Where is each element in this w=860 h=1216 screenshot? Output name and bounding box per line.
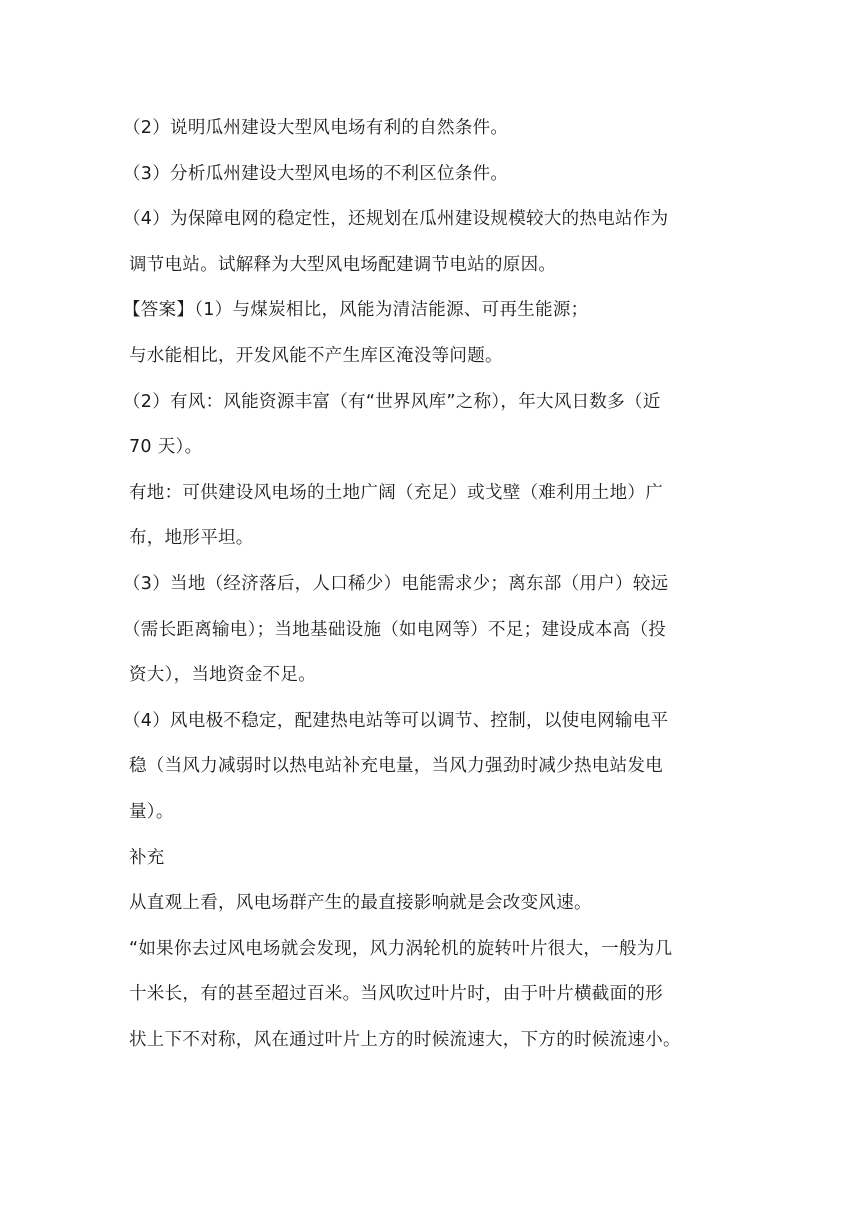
answer-3-line-2: （需长距离输电）；当地基础设施（如电网等）不足；建设成本高（投: [123, 619, 667, 640]
answer-4-line-2: 稳（当风力减弱时以热电站补充电量，当风力强劲时减少热电站发电: [129, 756, 663, 777]
question-3-line: （3）分析瓜州建设大型风电场的不利区位条件。: [123, 163, 509, 184]
answer-4-line-3: 量）。: [129, 801, 174, 822]
answer-heading-line: 【答案】（1）与煤炭相比，风能为清洁能源、可再生能源；: [123, 300, 589, 321]
question-4-line-1: （4）为保障电网的稳定性，还规划在瓜州建设规模较大的热电站作为: [123, 209, 669, 230]
answer-2-land-line-2: 布，地形平坦。: [129, 528, 254, 549]
answer-2-land-line-1: 有地：可供建设风电场的土地广阔（充足）或戈壁（难利用土地）广: [129, 482, 663, 503]
document-body: [123, 110, 733, 1067]
answer-3-line-3: 资大），当地资金不足。: [129, 665, 317, 686]
supplement-heading: 补充: [129, 847, 165, 868]
answer-4-line-1: （4）风电极不稳定，配建热电站等可以调节、控制，以使电网输电平: [123, 710, 669, 731]
question-2-line: （2）说明瓜州建设大型风电场有利的自然条件。: [123, 118, 509, 138]
answer-2-line-1: （2）有风：风能资源丰富（有“世界风库”之称），年大风日数多（近: [123, 391, 661, 412]
supplement-line-1: 从直观上看，风电场群产生的最直接影响就是会改变风速。: [129, 893, 592, 914]
question-4-line-2: 调节电站。试解释为大型风电场配建调节电站的原因。: [129, 254, 557, 275]
supplement-line-2: “如果你去过风电场就会发现，风力涡轮机的旋转叶片很大，一般为几: [129, 938, 673, 959]
supplement-line-4: 状上下不对称，风在通过叶片上方的时候流速大，下方的时候流速小。: [129, 1029, 681, 1050]
answer-2-line-2: 70 天）。: [129, 437, 203, 458]
answer-3-line-1: （3）当地（经济落后，人口稀少）电能需求少；离东部（用户）较远: [123, 573, 669, 594]
supplement-line-3: 十米长，有的甚至超过百米。当风吹过叶片时，由于叶片横截面的形: [129, 984, 663, 1005]
answer-1-line-2: 与水能相比，开发风能不产生库区淹没等问题。: [129, 345, 503, 366]
